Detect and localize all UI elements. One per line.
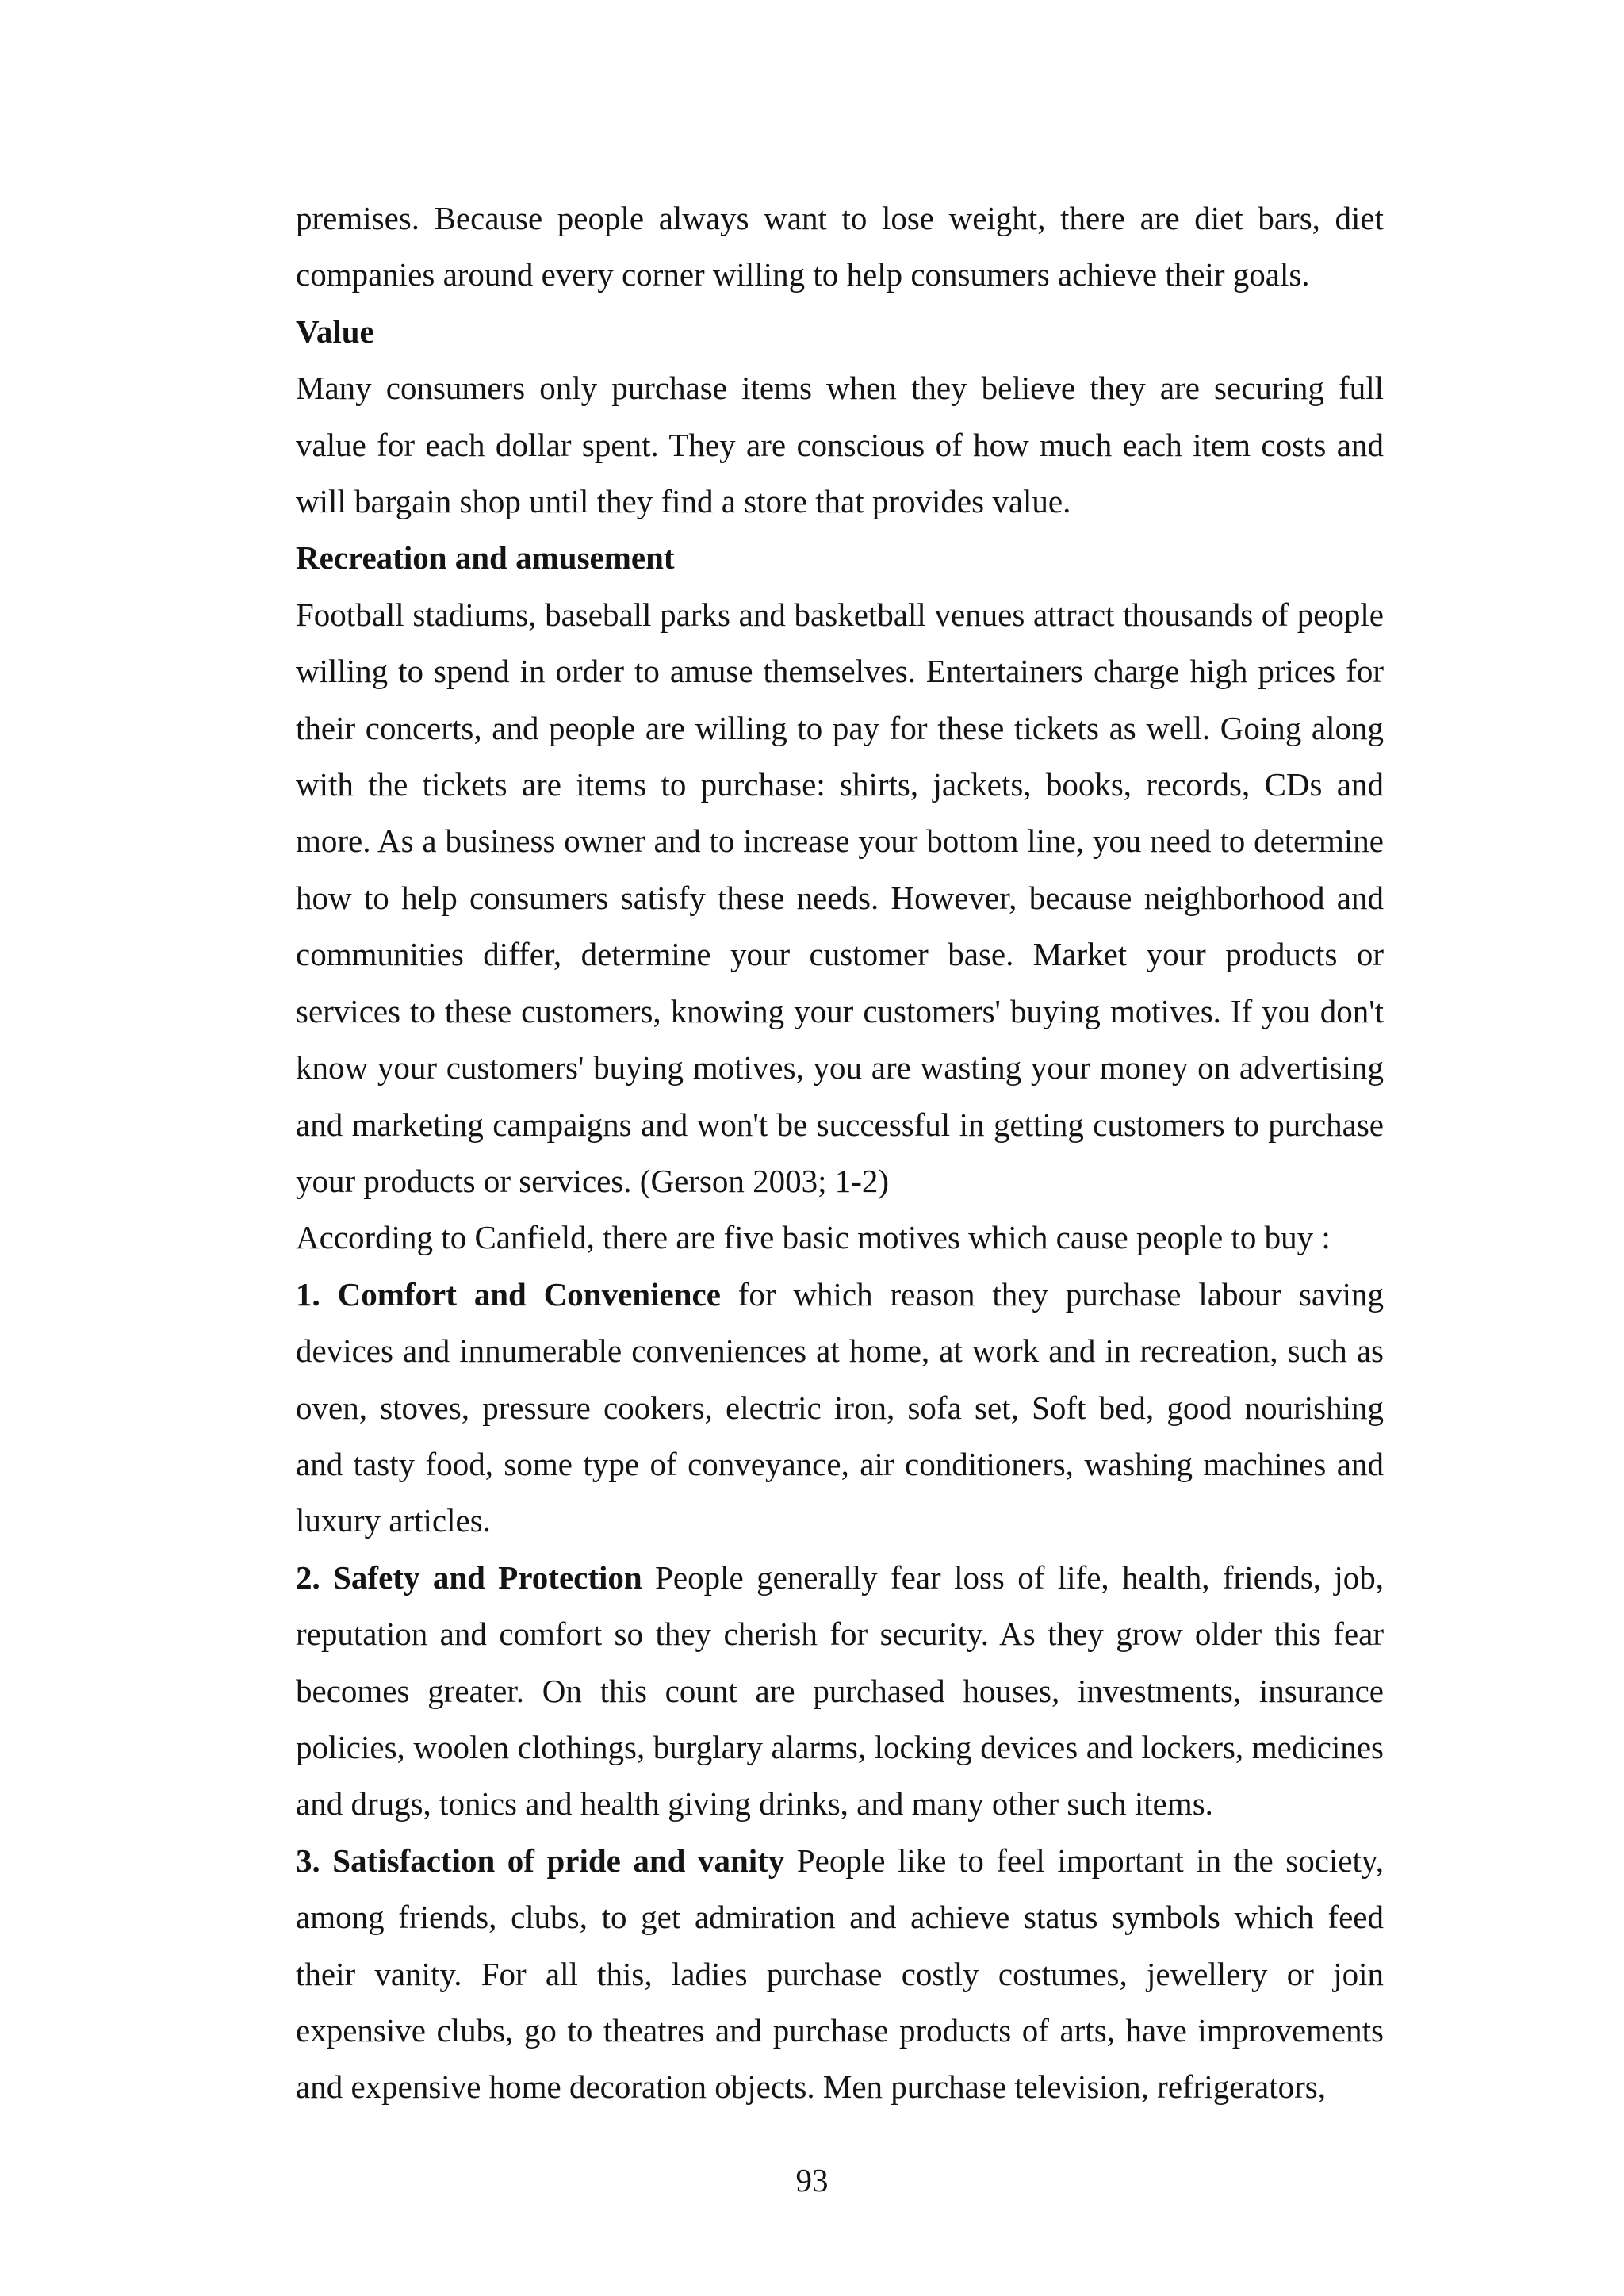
motive-item bbox=[296, 1267, 1384, 1550]
motive-item bbox=[296, 1833, 1384, 2116]
heading-recreation: Recreation and amusement bbox=[296, 539, 675, 577]
paragraph-canfield: According to Canfield, there are five basic motives which cause people to buy : bbox=[296, 1219, 1331, 1256]
motive-title: 1. Comfort and Convenience bbox=[296, 1275, 721, 1313]
motive-title: 2. Safety and Protection bbox=[296, 1558, 642, 1596]
motive-title: 3. Satisfaction of pride and vanity bbox=[296, 1842, 785, 1879]
motive-text: People generally fear loss of life, health, friends, job, reputation and comfort so they cherish for security. As they grow older this fear becomes greater. On this count are purchased houses, investments, insurance policies, woolen clothings, burglary alarms, locking devices and lockers, medicines and drugs, tonics and health giving drinks, and many other such items. bbox=[296, 1558, 1384, 1823]
motive-text: for which reason they purchase labour saving devices and innumerable conveniences at home, at work and in recreation, such as oven, stoves, pressure cookers, electric iron, sofa set, Soft bed, good nourishing and tasty food, some type of conveyance, air conditioners, washing machines and luxury articles. bbox=[296, 1275, 1384, 1539]
motive-item bbox=[296, 1550, 1384, 1833]
motive-text: People like to feel important in the society, among friends, clubs, to get admiration and achieve status symbols which feed their vanity. For all this, ladies purchase costly costumes, jewellery or join expensive clubs, go to theatres and purchase products of arts, have improvements and expensive home decoration objects. Men purchase television, refrigerators, bbox=[296, 1842, 1384, 2106]
page-number: 93 bbox=[795, 2162, 829, 2198]
paragraph-value: Many consumers only purchase items when they believe they are securing full value for each dollar spent. They are conscious of how much each item costs and will bargain shop until they find a store that provides value. bbox=[296, 370, 1384, 520]
page-body bbox=[296, 190, 1384, 2116]
paragraph-recreation: Football stadiums, baseball parks and basketball venues attract thousands of people willing to spend in order to amuse themselves. Entertainers charge high prices for their concerts, and people are willing to pay for these tickets as well. Going along with the tickets are items to purchase: shirts, jackets, books, records, CDs and more. As a business owner and to increase your bottom line, you need to determine how to help consumers satisfy these needs. However, because neighborhood and communities differ, determine your customer base. Market your products or services to these customers, knowing your customers' buying motives. If you don't know your customers' buying motives, you are wasting your money on advertising and marketing campaigns and won't be successful in getting customers to purchase your products or services. (Gerson 2003; 1-2) bbox=[296, 596, 1384, 1199]
heading-value: Value bbox=[296, 312, 374, 350]
paragraph-diet: premises. Because people always want to lose weight, there are diet bars, diet companies around every corner willing to help consumers achieve their goals. bbox=[296, 200, 1384, 293]
